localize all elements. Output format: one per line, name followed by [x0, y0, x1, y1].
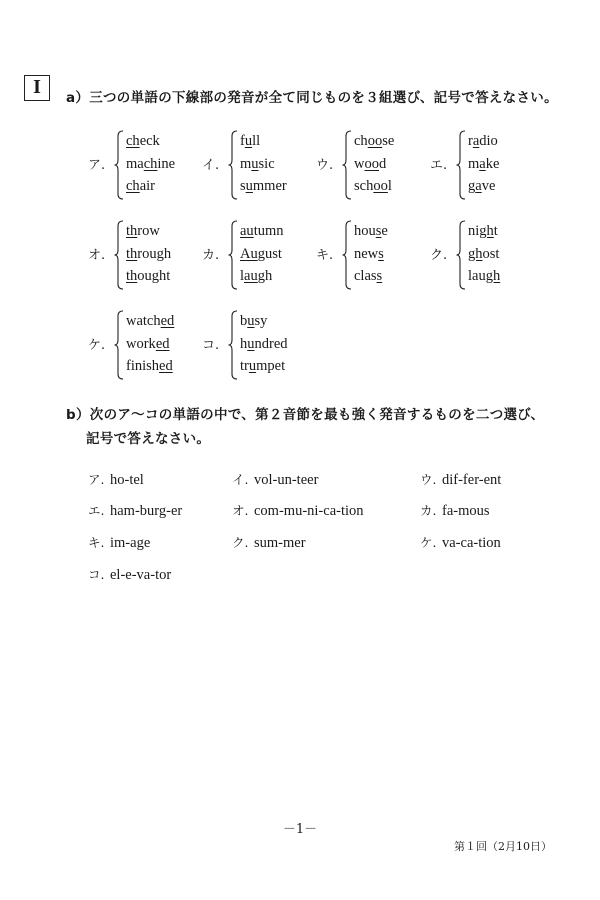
choice-item — [232, 470, 318, 489]
word — [240, 175, 287, 198]
group-label: カ. — [202, 248, 220, 263]
word-part: r — [468, 133, 473, 149]
word — [126, 355, 174, 378]
word-list — [354, 130, 394, 198]
word-part: ma — [126, 155, 144, 172]
word-list — [126, 130, 175, 198]
word-part: gust — [257, 245, 282, 262]
word — [126, 220, 171, 243]
choice-word: ham-burg-er — [110, 503, 183, 519]
word-group — [202, 310, 322, 380]
word-group — [430, 220, 550, 290]
word — [240, 243, 284, 266]
word — [468, 265, 500, 288]
word — [240, 265, 284, 288]
curly-brace-icon — [228, 310, 238, 380]
word-part: ke — [485, 155, 500, 172]
word — [126, 333, 174, 356]
word-part: tumn — [253, 223, 284, 239]
choice-item — [232, 533, 306, 552]
word-group — [88, 310, 208, 380]
word — [354, 130, 394, 153]
choice-word: vol-un-teer — [254, 472, 319, 488]
curly-brace-icon — [114, 220, 124, 290]
word-part: ni — [468, 223, 480, 239]
section-number-box: I — [24, 75, 50, 101]
curly-brace-icon — [342, 130, 352, 200]
choice-item — [88, 533, 150, 552]
choice-label: キ. — [88, 535, 105, 550]
underlined-part: s — [375, 223, 382, 239]
underlined-part: ch — [143, 155, 158, 172]
word — [354, 265, 388, 288]
underlined-part: a — [472, 133, 480, 149]
word-part: rough — [137, 245, 172, 262]
underlined-part: au — [244, 268, 258, 284]
word-part: row — [137, 223, 160, 239]
word-part: s — [240, 178, 246, 194]
word — [354, 175, 394, 198]
underlined-part: oo — [364, 155, 379, 172]
curly-brace-icon — [456, 130, 466, 200]
underlined-part: a — [479, 155, 486, 172]
curly-brace-icon — [228, 130, 238, 200]
word-part: ought — [137, 268, 171, 284]
word-part: f — [240, 133, 245, 149]
word-part: finish — [126, 358, 160, 374]
choice-item — [88, 470, 144, 489]
word — [126, 310, 174, 333]
choice-item — [88, 565, 171, 584]
part-a-instruction: a）三つの単語の下線部の発音が全て同じものを３組選び、記号で答えなさい。 — [66, 90, 558, 106]
choice-label: イ. — [232, 472, 249, 487]
word-part: ch — [354, 133, 368, 149]
choice-word: ho-tel — [110, 472, 144, 488]
underlined-part: u — [247, 313, 255, 329]
choice-label: ケ. — [420, 535, 437, 550]
word — [126, 175, 175, 198]
underlined-part: ch — [126, 178, 140, 194]
group-label: ク. — [430, 248, 448, 263]
word-part: mpet — [256, 358, 286, 374]
page-number: －1－ — [282, 822, 318, 837]
word-part: h — [240, 335, 248, 352]
underlined-part: ed — [159, 358, 173, 374]
word-part: ndred — [254, 335, 288, 352]
word-part: tr — [240, 358, 249, 374]
word — [240, 355, 288, 378]
group-label: コ. — [202, 338, 220, 353]
group-label: エ. — [430, 158, 448, 173]
word-part: lau — [468, 268, 486, 284]
word-part: air — [139, 178, 155, 194]
word-part: b — [240, 313, 248, 329]
underlined-part: s — [376, 268, 383, 284]
word-part: g — [468, 178, 476, 194]
underlined-part: u — [251, 155, 259, 172]
underlined-part: u — [245, 178, 253, 194]
underlined-part: ch — [126, 133, 140, 149]
group-label: ウ. — [316, 158, 334, 173]
word-part: work — [126, 335, 156, 352]
word — [126, 130, 175, 153]
underlined-part: au — [240, 223, 254, 239]
underlined-part: oo — [367, 133, 383, 149]
choice-item — [232, 501, 364, 520]
underlined-part: gh — [468, 245, 483, 262]
word-list — [126, 220, 171, 288]
underlined-part: th — [126, 245, 138, 262]
choice-label: カ. — [420, 503, 437, 518]
word-part: se — [382, 133, 395, 149]
choice-word: fa-mous — [442, 503, 490, 519]
word — [468, 130, 499, 153]
word — [354, 153, 394, 176]
choice-label: コ. — [88, 567, 105, 582]
underlined-part: Au — [240, 245, 258, 262]
word-part: m — [240, 155, 252, 172]
choice-item — [420, 533, 501, 552]
word-part: w — [354, 155, 365, 172]
word — [354, 243, 388, 266]
underlined-part: th — [126, 268, 138, 284]
word-part: new — [354, 245, 379, 262]
choice-item — [420, 470, 501, 489]
word — [240, 130, 287, 153]
underlined-part: a — [475, 178, 482, 194]
word-part: gh — [257, 268, 273, 284]
choice-word: dif-fer-ent — [442, 472, 502, 488]
choice-word: va-ca-tion — [442, 535, 501, 551]
word-part: l — [240, 268, 245, 284]
word-list — [354, 220, 388, 288]
word — [126, 153, 175, 176]
word — [126, 265, 171, 288]
group-label: ア. — [88, 158, 106, 173]
choice-label: エ. — [88, 503, 105, 518]
curly-brace-icon — [114, 130, 124, 200]
word-part: ine — [157, 155, 176, 172]
word — [468, 243, 500, 266]
curly-brace-icon — [114, 310, 124, 380]
choice-label: ア. — [88, 472, 105, 487]
underlined-part: ed — [160, 313, 175, 329]
underlined-part: u — [244, 133, 253, 149]
word-part: eck — [139, 133, 160, 149]
word-part: e — [381, 223, 388, 239]
choice-item — [88, 501, 182, 520]
underlined-part: u — [247, 335, 255, 352]
exam-round-footer: 第１回（2月10日） — [454, 840, 552, 853]
part-b-instruction-line2: 記号で答えなさい。 — [86, 431, 211, 447]
word — [240, 220, 284, 243]
word-list — [468, 220, 500, 288]
choice-word: sum-mer — [254, 535, 306, 551]
choice-label: オ. — [232, 503, 249, 518]
underlined-part: th — [126, 223, 138, 239]
word-part: t — [493, 223, 498, 239]
word-group — [202, 130, 322, 200]
word-list — [240, 130, 287, 198]
word-part: m — [468, 155, 480, 172]
underlined-part: gh — [479, 223, 494, 239]
word-part: mmer — [252, 178, 287, 194]
group-label: イ. — [202, 158, 220, 173]
word-group — [316, 220, 436, 290]
word-group — [430, 130, 550, 200]
word-part: watch — [126, 313, 161, 329]
word-part: sic — [258, 155, 275, 172]
choice-word: com-mu-ni-ca-tion — [254, 503, 364, 519]
word-part: dio — [479, 133, 498, 149]
group-label: ケ. — [88, 338, 106, 353]
word-part: sy — [254, 313, 268, 329]
underlined-part: s — [378, 245, 384, 262]
word-part: sch — [354, 178, 374, 194]
word — [240, 310, 288, 333]
group-label: キ. — [316, 248, 334, 263]
word-group — [88, 130, 208, 200]
word — [126, 243, 171, 266]
group-label: オ. — [88, 248, 106, 263]
word-part: l — [387, 178, 392, 194]
word-list — [126, 310, 174, 378]
word — [354, 220, 388, 243]
word-group — [88, 220, 208, 290]
word — [240, 333, 288, 356]
curly-brace-icon — [456, 220, 466, 290]
word-part: clas — [354, 268, 377, 284]
word-list — [468, 130, 499, 198]
word — [468, 220, 500, 243]
word-part: hou — [354, 223, 376, 239]
choice-item — [420, 501, 490, 520]
choice-word: el-e-va-tor — [110, 567, 172, 583]
word — [468, 175, 499, 198]
part-b-instruction-line1: b）次のア～コの単語の中で、第２音節を最も強く発音するものを二つ選び、 — [66, 407, 545, 423]
underlined-part: ed — [155, 335, 170, 352]
underlined-part: u — [248, 358, 257, 374]
word — [468, 153, 499, 176]
word-group — [202, 220, 322, 290]
choice-word: im-age — [110, 535, 151, 551]
curly-brace-icon — [228, 220, 238, 290]
word-list — [240, 310, 288, 378]
word-part: ve — [481, 178, 496, 194]
underlined-part: gh — [485, 268, 501, 284]
curly-brace-icon — [342, 220, 352, 290]
word-part: ost — [482, 245, 500, 262]
word-part: ll — [252, 133, 261, 149]
choice-label: ク. — [232, 535, 249, 550]
word-list — [240, 220, 284, 288]
choice-label: ウ. — [420, 472, 437, 487]
word-part: d — [378, 155, 387, 172]
word — [240, 153, 287, 176]
underlined-part: oo — [373, 178, 388, 194]
word-group — [316, 130, 436, 200]
